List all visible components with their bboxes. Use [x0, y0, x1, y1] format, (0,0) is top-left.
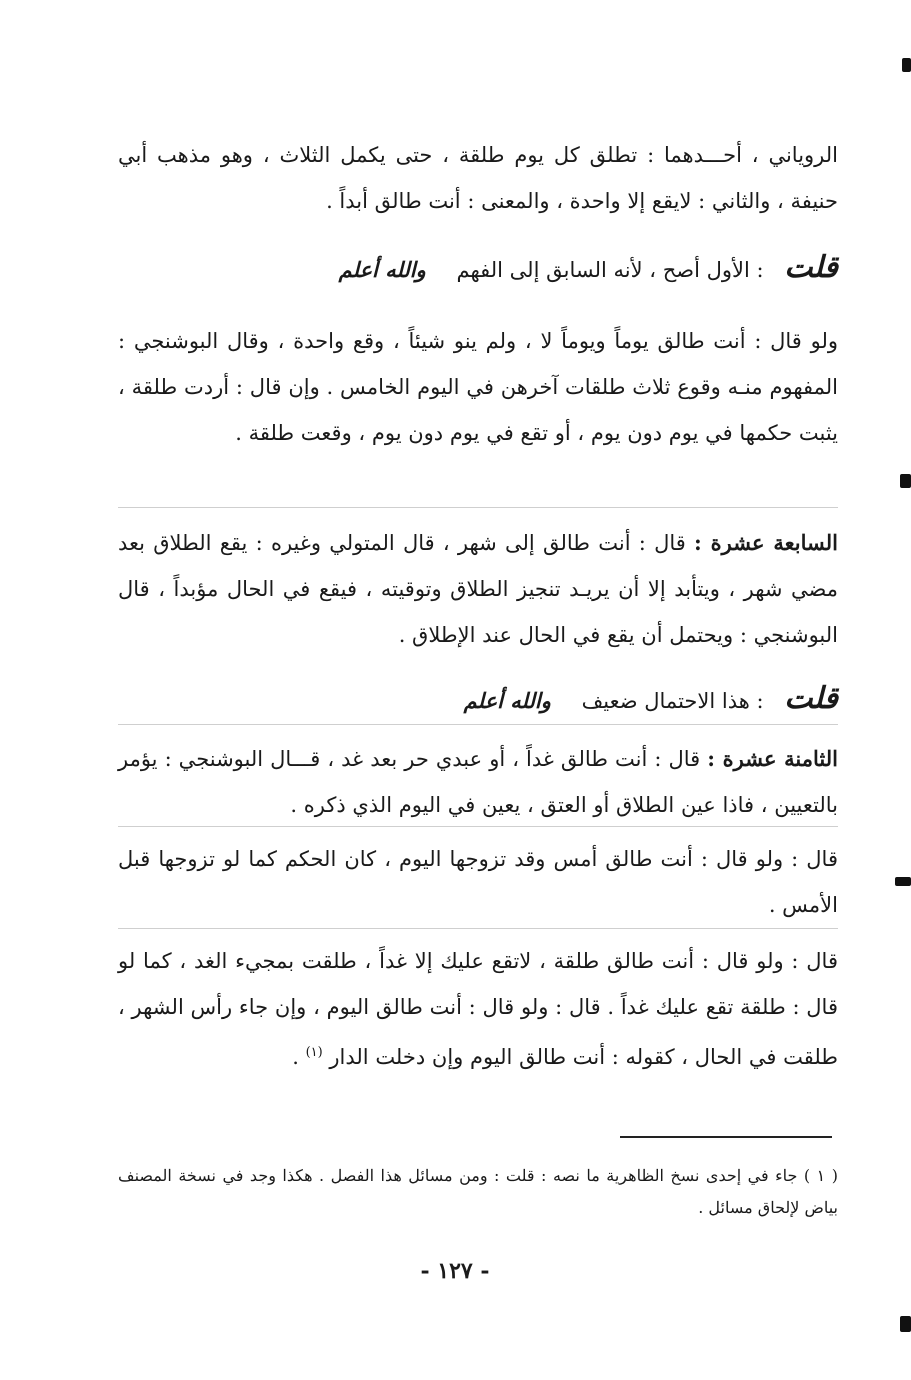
paragraph-ams	[118, 836, 838, 928]
paragraph-text: هذا الاحتمال ضعيف	[581, 689, 750, 713]
footnote-reference: (١)	[305, 1045, 323, 1060]
paragraph-qult-2	[118, 676, 838, 724]
section-divider	[118, 507, 838, 508]
paragraph-text: قال : ولو قال : أنت طالق أمس وقد تزوجها اليوم ، كان الحكم كما لو تزوجها قبل الأمس .	[118, 847, 838, 917]
paragraph-text: الروياني ، أحـــدهما : تطلق كل يوم طلقة ، حتى يكمل الثلاث ، وهو مذهب أبي حنيفة ، والثاني : لايقع إلا واحدة ، والمعنى : أنت طالق أبداً .	[118, 143, 838, 213]
allah-phrase: والله أعلم	[463, 688, 551, 713]
scan-mark	[900, 474, 911, 488]
section-divider	[118, 826, 838, 827]
paragraph-yawman	[118, 318, 838, 456]
paragraph-text: قال : أنت طالق إلى شهر ، قال المتولي وغيره : يقع الطلاق بعد مضي شهر ، ويتأبد إلا أن يريـد تنجيز الطلاق وتوقيته ، فيقع في الحال مؤبداً ، قال البوشنجي : ويحتمل أن يقع في الحال عند الإطلاق .	[118, 531, 838, 647]
paragraph-seventeenth	[118, 520, 838, 658]
qult-label: قلت	[784, 250, 838, 285]
qult-colon: :	[756, 258, 764, 282]
scan-mark	[895, 877, 911, 886]
paragraph-text: قال : أنت طالق غداً ، أو عبدي حر بعد غد ، قـــال البوشنجي : يؤمر بالتعيين ، فاذا عين الطلاق أو العتق ، يعين في اليوم الذي ذكره .	[118, 747, 838, 817]
section-divider	[118, 928, 838, 929]
qult-colon: :	[756, 689, 764, 713]
scan-mark	[900, 1316, 911, 1332]
paragraph-ghadan	[118, 938, 838, 1080]
paragraph-eighteenth	[118, 736, 838, 828]
paragraph-qult-1	[118, 245, 838, 293]
section-divider	[118, 724, 838, 725]
page-number: - ١٢٧ -	[420, 1258, 490, 1284]
allah-phrase: والله أعلم	[338, 257, 426, 282]
end-dot: .	[292, 1045, 299, 1069]
paragraph-text: ولو قال : أنت طالق يوماً ويوماً لا ، ولم ينو شيئاً ، وقع واحدة ، وقال البوشنجي : المفهوم منـه وقوع ثلاث طلقات آخرهن في اليوم الخامس . وإن قال : أردت طلقة ، يثبت حكمها في يوم دون يوم ، أو تقع في يوم دون يوم ، وقعت طلقة .	[118, 329, 838, 445]
scan-mark	[902, 58, 911, 72]
paragraph-text: الأول أصح ، لأنه السابق إلى الفهم	[456, 258, 750, 282]
footnote-rule	[620, 1136, 832, 1138]
section-lead-eighteenth: الثامنة عشرة :	[707, 746, 838, 771]
footnote: ( ١ ) جاء في إحدى نسخ الظاهرية ما نصه : قلت : ومن مسائل هذا الفصل . هكذا وجد في نسخة المصنف بياض لإلحاق مسائل .	[118, 1166, 838, 1217]
paragraph-rouyani	[118, 132, 838, 224]
paragraph-text: قال : ولو قال : أنت طالق طلقة ، لاتقع عليك إلا غداً ، طلقت بمجيء الغد ، كما لو قال : طلقة تقع عليك غداً . قال : ولو قال : أنت طالق اليوم ، وإن جاء رأس الشهر ، طلقت في الحال ، كقوله : أنت طالق اليوم وإن دخلت الدار	[118, 949, 838, 1069]
qult-label: قلت	[784, 681, 838, 716]
section-lead-seventeenth: السابعة عشرة :	[694, 530, 838, 555]
